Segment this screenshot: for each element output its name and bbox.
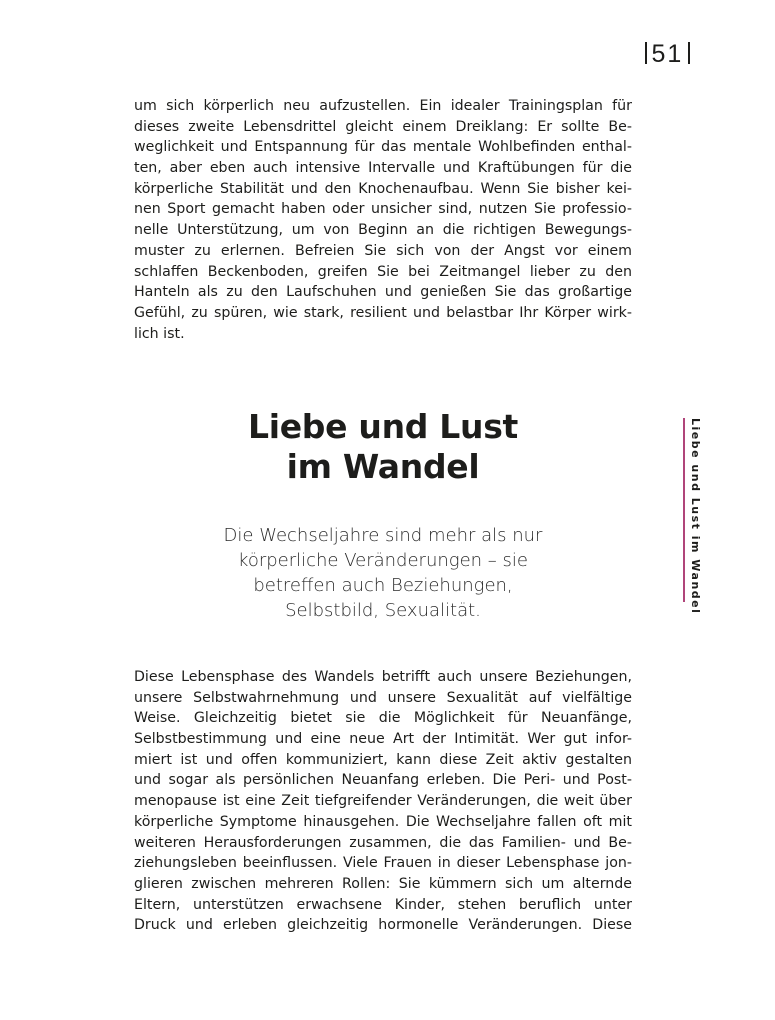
paragraph-line: körperliche Stabilität und den Knochenaufbau. Wenn Sie bisher kei- (134, 180, 632, 197)
paragraph-bottom (134, 667, 632, 936)
paragraph-line: dieses zweite Lebensdrittel gleicht einem Dreiklang: Er sollte Be- (134, 118, 632, 135)
paragraph-line: und sogar als persönlichen Neuanfang erleben. Die Peri- und Post- (134, 772, 632, 789)
paragraph-line: unsere Selbstwahrnehmung und unsere Sexualität auf vielfältige (134, 689, 632, 706)
paragraph-line: miert ist und offen kommuniziert, kann diese Zeit aktiv gestalten (134, 751, 632, 768)
paragraph-line: menopause ist eine Zeit tiefgreifender Veränderungen, die weit über (134, 793, 632, 810)
paragraph-line: Diese Lebensphase des Wandels betrifft auch unsere Beziehungen, (134, 669, 632, 685)
paragraph-line: ten, aber eben auch intensive Intervalle und Kraftübungen für die (134, 160, 632, 177)
paragraph-line: lich ist. (134, 325, 185, 342)
paragraph-line: ziehungsleben beeinflussen. Viele Frauen in dieser Lebensphase jon- (134, 855, 632, 872)
paragraph-line: Druck und erleben gleichzeitig hormonelle Veränderungen. Diese (134, 917, 632, 934)
paragraph-line: weiteren Herausforderungen zusammen, die das Familien- und Be- (134, 834, 632, 851)
paragraph-line: nelle Unterstützung, um von Beginn an die richtigen Bewegungs- (134, 222, 632, 239)
paragraph-line: schlaffen Beckenboden, greifen Sie bei Zeitmangel lieber zu den (134, 263, 632, 280)
paragraph-line: Selbstbestimmung und eine neue Art der Intimität. Wer gut infor- (134, 731, 632, 748)
paragraph-top (134, 96, 632, 344)
section-intro-line: Die Wechseljahre sind mehr als nur (223, 525, 543, 546)
paragraph-line: um sich körperlich neu aufzustellen. Ein idealer Trainingsplan für (134, 98, 632, 114)
section-intro-line: betreffen auch Beziehungen, (253, 575, 513, 596)
page-number-left-bar (645, 42, 647, 64)
paragraph-line: muster zu erlernen. Befreien Sie sich von der Angst vor einem (134, 242, 632, 259)
paragraph-line: nen Sport gemacht haben oder unsicher sind, nutzen Sie professio- (134, 201, 632, 218)
section-intro-line: Selbstbild, Sexualität. (285, 600, 481, 621)
paragraph-line: weglichkeit und Entspannung für das mentale Wohlbefinden enthal- (134, 139, 632, 156)
section-intro (134, 523, 632, 623)
section-heading (134, 407, 632, 487)
section-heading-line: Liebe und Lust (247, 407, 519, 446)
page-number-value: 51 (651, 40, 684, 68)
paragraph-line: glieren zwischen mehreren Rollen: Sie kümmern sich um alternde (134, 875, 632, 892)
paragraph-line: körperliche Symptome hinausgehen. Die Wechseljahre fallen oft mit (134, 813, 632, 830)
chapter-side-tab-label: Liebe und Lust im Wandel (689, 418, 702, 615)
section-intro-line: körperliche Veränderungen – sie (238, 550, 528, 571)
paragraph-line: Eltern, unterstützen erwachsene Kinder, stehen beruflich unter (134, 896, 632, 913)
paragraph-line: Gefühl, zu spüren, wie stark, resilient und belastbar Ihr Körper wirk- (134, 304, 632, 321)
page-number-right-bar (688, 42, 690, 64)
chapter-side-tab (683, 418, 705, 615)
paragraph-line: Weise. Gleichzeitig bietet sie die Möglichkeit für Neuanfänge, (134, 710, 632, 727)
page-number (645, 40, 690, 69)
paragraph-line: Hanteln als zu den Laufschuhen und genießen Sie das großartige (134, 284, 632, 301)
section-heading-line: im Wandel (286, 447, 480, 486)
